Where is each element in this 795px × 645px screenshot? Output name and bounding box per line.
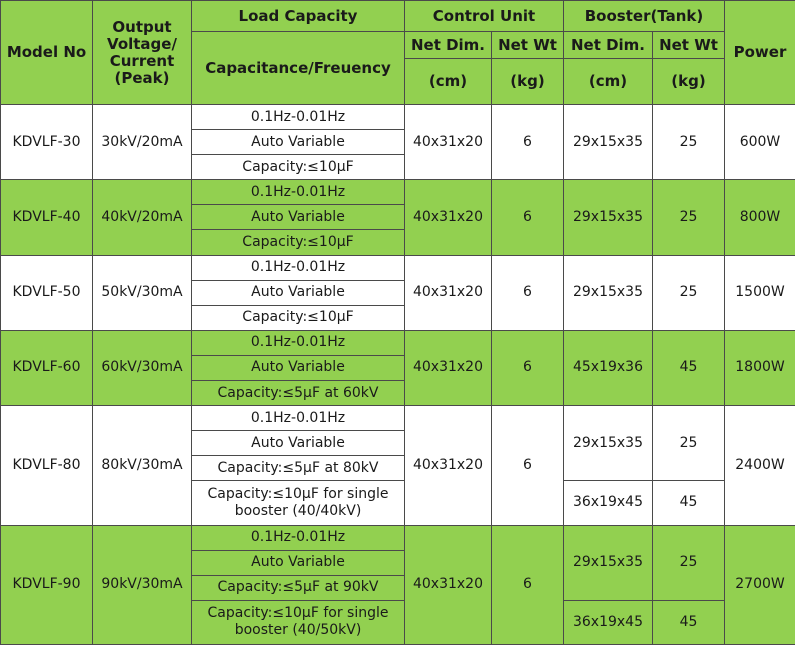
control-dim-cell: 40x31x20 (405, 105, 492, 180)
header-output-voltage: Output Voltage/ Current (Peak) (93, 1, 192, 105)
model-cell: KDVLF-90 (1, 525, 93, 645)
output-cell: 40kV/20mA (93, 180, 192, 255)
control-wt-cell: 6 (492, 255, 564, 330)
header-power: Power (725, 1, 795, 105)
control-wt-cell: 6 (492, 406, 564, 525)
power-cell: 2400W (725, 406, 795, 525)
load-cell: Capacity:≤10μF (192, 230, 405, 255)
booster-wt-cell: 25 (653, 180, 725, 255)
header-booster-tank: Booster(Tank) (564, 1, 725, 32)
load-cell: Auto Variable (192, 550, 405, 575)
header-control-unit: Control Unit (405, 1, 564, 32)
load-cell: Auto Variable (192, 280, 405, 305)
booster-dim-cell: 29x15x35 (564, 525, 653, 600)
output-cell: 90kV/30mA (93, 525, 192, 645)
control-dim-cell: 40x31x20 (405, 255, 492, 330)
booster-wt-cell: 25 (653, 255, 725, 330)
booster-wt-cell: 25 (653, 105, 725, 180)
table-row-group (1, 330, 795, 405)
header-booster-wt-unit: (kg) (653, 59, 725, 105)
load-cell: 0.1Hz-0.01Hz (192, 525, 405, 550)
load-cell: Auto Variable (192, 431, 405, 456)
booster-wt-cell: 45 (653, 481, 725, 525)
header-booster-net-wt: Net Wt (653, 32, 725, 59)
header-booster-net-dim: Net Dim. (564, 32, 653, 59)
load-cell: Capacity:≤5μF at 80kV (192, 456, 405, 481)
model-cell: KDVLF-60 (1, 330, 93, 405)
power-cell: 1500W (725, 255, 795, 330)
output-cell: 60kV/30mA (93, 330, 192, 405)
booster-wt-cell: 45 (653, 600, 725, 644)
model-cell: KDVLF-30 (1, 105, 93, 180)
load-cell: Auto Variable (192, 205, 405, 230)
load-cell: 0.1Hz-0.01Hz (192, 406, 405, 431)
power-cell: 600W (725, 105, 795, 180)
load-cell: Capacity:≤5μF at 60kV (192, 380, 405, 405)
table-row-group (1, 255, 795, 330)
load-cell: Auto Variable (192, 355, 405, 380)
booster-dim-cell: 29x15x35 (564, 180, 653, 255)
output-cell: 30kV/20mA (93, 105, 192, 180)
header-load-capacity: Load Capacity (192, 1, 405, 32)
table-row-group (1, 525, 795, 645)
output-cell: 50kV/30mA (93, 255, 192, 330)
load-cell: Capacity:≤10μF for single booster (40/40kV) (192, 481, 405, 525)
header-control-wt-unit: (kg) (492, 59, 564, 105)
control-wt-cell: 6 (492, 180, 564, 255)
booster-dim-cell: 29x15x35 (564, 255, 653, 330)
header-model-no: Model No (1, 1, 93, 105)
booster-dim-cell: 36x19x45 (564, 481, 653, 525)
control-wt-cell: 6 (492, 330, 564, 405)
table-row-group (1, 406, 795, 525)
header-control-dim-unit: (cm) (405, 59, 492, 105)
header-control-net-dim: Net Dim. (405, 32, 492, 59)
model-cell: KDVLF-50 (1, 255, 93, 330)
table-row-group (1, 180, 795, 255)
booster-wt-cell: 25 (653, 406, 725, 481)
load-cell: Capacity:≤5μF at 90kV (192, 575, 405, 600)
power-cell: 1800W (725, 330, 795, 405)
control-wt-cell: 6 (492, 105, 564, 180)
power-cell: 800W (725, 180, 795, 255)
booster-dim-cell: 29x15x35 (564, 406, 653, 481)
output-cell: 80kV/30mA (93, 406, 192, 525)
load-cell: Capacity:≤10μF for single booster (40/50kV) (192, 600, 405, 644)
load-cell: Auto Variable (192, 130, 405, 155)
header-booster-dim-unit: (cm) (564, 59, 653, 105)
control-dim-cell: 40x31x20 (405, 330, 492, 405)
table-row-group (1, 105, 795, 180)
booster-dim-cell: 45x19x36 (564, 330, 653, 405)
model-cell: KDVLF-40 (1, 180, 93, 255)
booster-dim-cell: 29x15x35 (564, 105, 653, 180)
load-cell: Capacity:≤10μF (192, 305, 405, 330)
control-wt-cell: 6 (492, 525, 564, 645)
power-cell: 2700W (725, 525, 795, 645)
load-cell: 0.1Hz-0.01Hz (192, 105, 405, 130)
model-cell: KDVLF-80 (1, 406, 93, 525)
load-cell: Capacity:≤10μF (192, 155, 405, 180)
booster-dim-cell: 36x19x45 (564, 600, 653, 644)
load-cell: 0.1Hz-0.01Hz (192, 330, 405, 355)
load-cell: 0.1Hz-0.01Hz (192, 255, 405, 280)
header-control-net-wt: Net Wt (492, 32, 564, 59)
control-dim-cell: 40x31x20 (405, 406, 492, 525)
booster-wt-cell: 45 (653, 330, 725, 405)
booster-wt-cell: 25 (653, 525, 725, 600)
control-dim-cell: 40x31x20 (405, 525, 492, 645)
control-dim-cell: 40x31x20 (405, 180, 492, 255)
load-cell: 0.1Hz-0.01Hz (192, 180, 405, 205)
header-capacitance-frequency: Capacitance/Freuency (192, 32, 405, 105)
